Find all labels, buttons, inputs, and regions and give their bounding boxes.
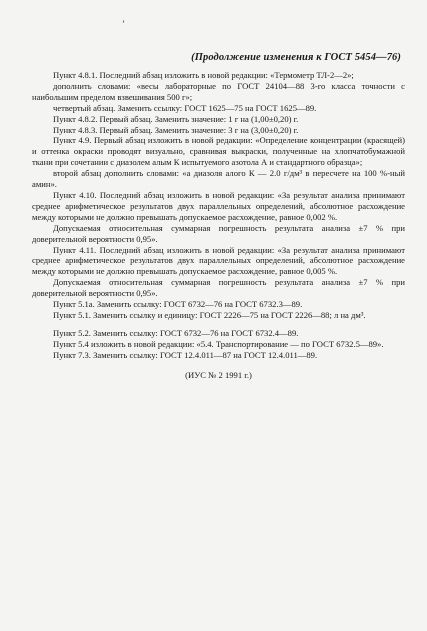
paragraph-5-1: Пункт 5.1. Заменить ссылку и единицу: ГОСТ 2226—75 на ГОСТ 2226—88; л на дм³.: [53, 309, 366, 320]
continuation-header: (Продолжение изменения к ГОСТ 5454—76): [191, 52, 401, 63]
paragraph-4-10: Пункт 4.10. Последний абзац изложить в новой редакции: «За результат анализа принимают среднее арифметическое результатов двух параллельных определений, абсолютное расхождение между которыми не должно превышать допускаемое расхождение, равное 0,002 %.: [32, 189, 405, 222]
paragraph-5-1a: Пункт 5.1а. Заменить ссылку: ГОСТ 6732—76 на ГОСТ 6732.3—89.: [53, 299, 303, 310]
paragraph-4-9-second: второй абзац дополнить словами: «а диазоля алого К — 2.0 г/дм³ в пересчете на 100 %-ный амин».: [32, 168, 405, 190]
paragraph-4-8-1-addition: дополнить словами: «весы лабораторные по ГОСТ 24104—88 3-го класса точности с наибольшим пределом взвешивания 500 г»;: [32, 80, 405, 102]
paragraph-4-8-3: Пункт 4.8.3. Первый абзац. Заменить значение: 3 г на (3,00±0,20) г.: [53, 124, 299, 135]
paragraph-4-8-2: Пункт 4.8.2. Первый абзац. Заменить значение: 1 г на (1,00±0,20) г.: [53, 113, 299, 124]
scan-mark: ’: [122, 19, 125, 29]
paragraph-4-11-error: Допускаемая относительная суммарная погрешность результата анализа ±7 % при доверительной вероятности 0,95».: [32, 277, 405, 299]
paragraph-4-8-1: Пункт 4.8.1. Последний абзац изложить в новой редакции: «Термометр ТЛ-2—2»;: [53, 70, 354, 80]
paragraph-4-10-error: Допускаемая относительная суммарная погрешность результата анализа ±7 % при доверительной вероятности 0,95».: [32, 222, 405, 244]
paragraph-5-4: Пункт 5.4 изложить в новой редакции: «5.4. Транспортирование — по ГОСТ 6732.5—89».: [53, 338, 384, 349]
paragraph-4-8-1-fourth: четвертый абзац. Заменить ссылку: ГОСТ 1625—75 на ГОСТ 1625—89.: [53, 102, 317, 113]
paragraph-4-9: Пункт 4.9. Первый абзац изложить в новой редакции: «Определение концентрации (красящей) и оттенка окраски проводят визуально, сравнивая выкраски, полученные на хлопчатобумажной ткани при сочетании с диазолем алым К испытуемого азотола А и стандартного образца»;: [32, 135, 405, 168]
paragraph-4-11: Пункт 4.11. Последний абзац изложить в новой редакции: «За результат анализа принимают среднее арифметическое результатов двух параллельных определений, абсолютное расхождение между которыми не должно превышать допускаемое расхождение, равное 0,005 %.: [32, 244, 405, 277]
document-body: [32, 70, 405, 380]
paragraph-5-2: Пункт 5.2. Заменить ссылку: ГОСТ 6732—76 на ГОСТ 6732.4—89.: [53, 327, 299, 338]
paragraph-7-3: Пункт 7.3. Заменить ссылку: ГОСТ 12.4.011—87 на ГОСТ 12.4.011—89.: [53, 349, 318, 360]
source-footer: (ИУС № 2 1991 г.): [185, 369, 252, 380]
